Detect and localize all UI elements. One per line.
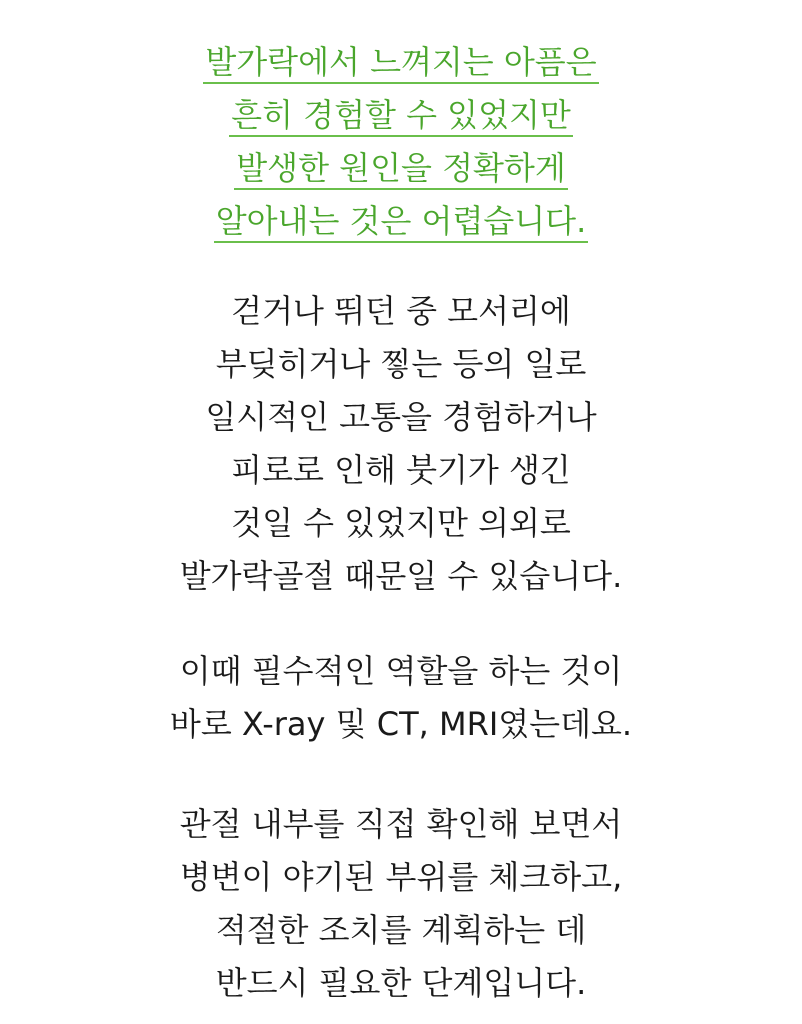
causes-paragraph [0,285,802,603]
intro-line-text: 발생한 원인을 정확하게 [234,148,567,190]
body-line: 이때 필수적인 역할을 하는 것이 [179,652,623,690]
intro-line-text: 발가락에서 느껴지는 아픔은 [203,42,598,84]
body-line: 것일 수 있었지만 의외로 [231,504,571,542]
body-line: 일시적인 고통을 경험하거나 [205,398,597,436]
intro-line [0,89,802,142]
intro-line [0,195,802,248]
highlighted-intro-paragraph [0,36,802,248]
body-line: 부딪히거나 찧는 등의 일로 [215,345,587,383]
body-line: 걷거나 뛰던 중 모서리에 [231,292,571,330]
body-line: 피로로 인해 붓기가 생긴 [231,451,571,489]
body-line: 발가락골절 때문일 수 있습니다. [179,557,623,595]
purpose-paragraph [0,798,802,1010]
body-line: 반드시 필요한 단계입니다. [215,964,587,1002]
intro-line-text: 흔히 경험할 수 있었지만 [229,95,573,137]
body-line: 관절 내부를 직접 확인해 보면서 [179,805,623,843]
intro-line-text: 알아내는 것은 어렵습니다. [214,201,589,243]
body-line: 바로 X-ray 및 CT, MRI였는데요. [169,705,633,743]
body-line: 병변이 야기된 부위를 체크하고, [179,858,623,896]
imaging-paragraph [0,645,802,751]
body-line: 적절한 조치를 계획하는 데 [215,911,587,949]
intro-line [0,142,802,195]
intro-line [0,36,802,89]
